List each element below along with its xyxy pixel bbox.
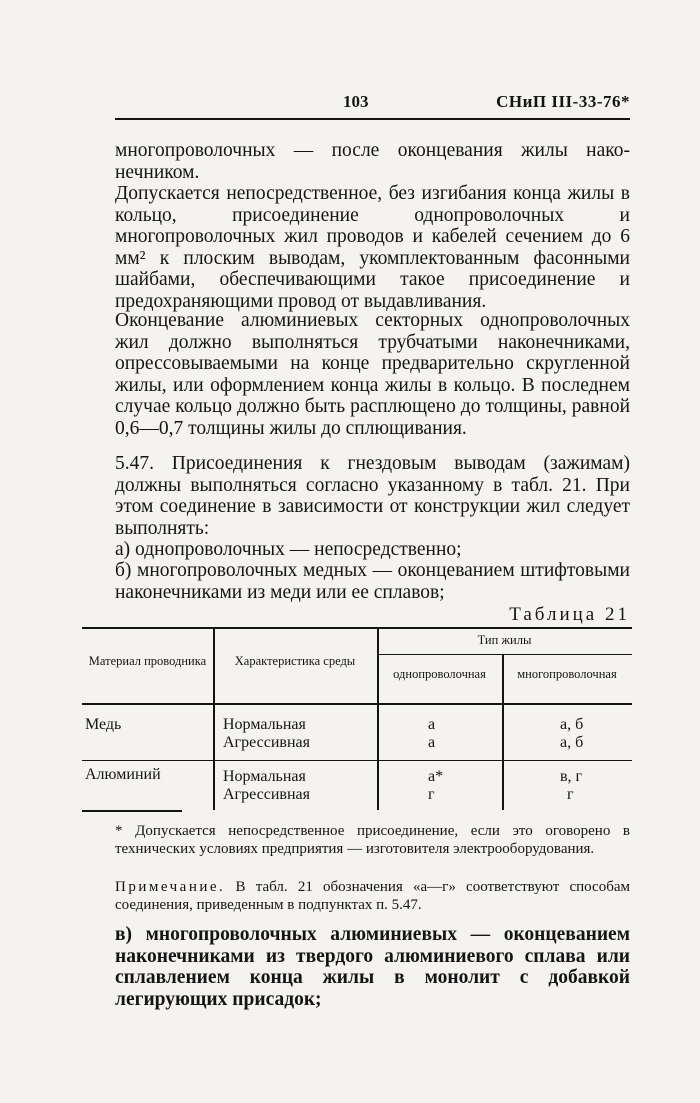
row-material: Алюминий [85,766,161,783]
header-environment: Характеристика среды [234,654,356,668]
page-number: 103 [343,92,369,111]
paragraph-continuation: многопроволочных — после оконцевания жилы нако-нечником. [115,140,630,183]
cell-multi: г [567,786,574,803]
table-bottom-rule [82,810,182,812]
cell-single: а* [428,768,444,785]
cell-multi: а, б [560,716,584,733]
col-divider-3 [502,654,504,810]
list-item-a: а) однопроволочных — непосредственно; [115,539,462,560]
table-caption: Таблица 21 [509,604,630,625]
cell-single: г [428,786,435,803]
row-env-aggressive: Агрессивная [223,786,310,803]
col-divider-2 [377,627,379,810]
table-top-rule [82,627,632,629]
paragraph-sector-cores: Оконцевание алюминиевых секторных однопроволочных жил должно выполняться трубчатыми наконечниками, опрессовываемыми на конце предварительно скругленной жилы, или оформлением конца жилы в кольцо. В последнем случае кольцо должно быть расплющено до толщины, равной 0,6—0,7 толщины жилы до сплющивания. [115,310,630,439]
document-code: СНиП III-33-76* [496,92,630,111]
col-divider-1 [213,627,215,810]
paragraph-5-47: 5.47. Присоединения к гнездовым выводам (зажимам) должны выполняться согласно указанному в табл. 21. При этом соединение в зависимости от конструкции жил следует выполнять: [115,453,630,539]
header-core-type: Тип жилы [477,633,532,647]
table-note [115,879,630,914]
core-type-rule [377,654,632,655]
list-item-b: б) многопроволочных медных — оконцеванием штифтовыми наконечниками из меди или ее сплавов; [115,560,630,603]
row-env-aggressive: Агрессивная [223,734,310,751]
note-text: В табл. 21 обозначения «а—г» соответствуют способам соединения, приведенным в подпунктах п. 5.47. [115,879,630,913]
row-material: Медь [85,716,122,733]
paragraph-direct-connection: Допускается непосредственное, без изгибания конца жилы в кольцо, присоединение однопроволочных и многопроволочных жил проводов и кабелей сечением до 6 мм² к плоским выводам, укомплектованным фасонными шайбами, обеспечивающими такое присоединение и предохраняющими провод от выдавливания. [115,183,630,312]
row-separator [82,760,632,761]
cell-multi: в, г [560,768,583,785]
row-env-normal: Нормальная [223,716,306,733]
note-label: Примечание. [115,879,226,895]
row-env-normal: Нормальная [223,768,306,785]
cell-single: а [428,734,436,751]
header-material: Материал проводника [88,654,207,668]
header-single: однопроволочная [393,667,486,681]
cell-multi: а, б [560,734,584,751]
table-header-rule [82,703,632,705]
page-header [115,88,630,114]
header-multi: многопроволочная [517,667,617,681]
cell-single: а [428,716,436,733]
header-rule [115,118,630,120]
table-21 [82,627,632,812]
footnote-star: * Допускается непосредственное присоединение, если это оговорено в технических условиях предприятия — изготовителя электрооборудования. [115,823,630,857]
list-item-v: в) многопроволочных алюминиевых — оконцеванием наконечниками из твердого алюминиевого сплава или сплавлением конца жилы в монолит с добавкой легирующих присадок; [115,924,630,1010]
